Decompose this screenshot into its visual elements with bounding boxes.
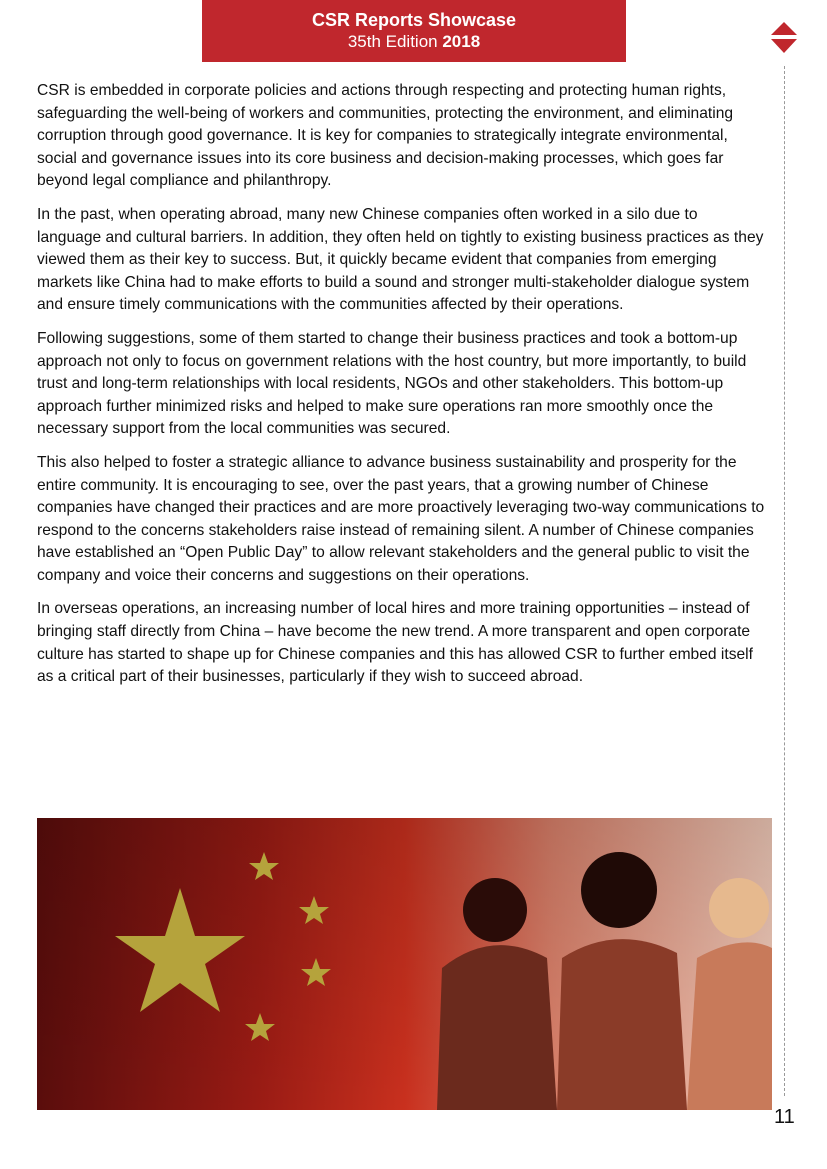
- header-edition: [202, 31, 626, 53]
- edition-year: 2018: [442, 32, 481, 51]
- paragraph: CSR is embedded in corporate policies and actions through respecting and protecting human rights, safeguarding the well-being of workers and communities, protecting the environment, and eliminating corruption through good governance. It is key for companies to strategically integrate environmental, social and governance issues into its core business and decision-making processes, which goes far beyond legal compliance and philanthropy.: [37, 82, 734, 190]
- china-flag-people-photo: [37, 818, 772, 1110]
- page-nav-arrows-icon[interactable]: [771, 22, 797, 54]
- dashed-divider: [784, 66, 785, 1096]
- edition-label: 35th Edition: [347, 32, 438, 51]
- paragraph: In the past, when operating abroad, many new Chinese companies often worked in a silo due to language and cultural barriers. In addition, they often held on tightly to existing business practices as they viewed them as their key to success. But, it quickly became evident that companies from emerging markets like China had to make efforts to build a sound and stronger multi-stakeholder dialogue system and ensure timely communications with the communities affected by their operations.: [37, 205, 764, 314]
- paragraph: Following suggestions, some of them started to change their business practices and took a bottom-up approach not only to focus on government relations with the host country, but more importantly, to build trust and long-term relationships with local residents, NGOs and other stakeholders. This bottom-up approach further minimized risks and helped to make sure operations ran more smoothly once the necessary support from the local communities was secured.: [37, 329, 747, 438]
- header-banner: [202, 0, 626, 62]
- people-silhouettes: [437, 852, 772, 1110]
- paragraph: This also helped to foster a strategic alliance to advance business sustainability and prosperity for the entire community. It is encouraging to see, over the past years, that a growing number of Chinese companies have changed their practices and are more proactively leveraging two-way communications to respond to the concerns stakeholders raise instead of remaining silent. A number of Chinese companies have established an “Open Public Day” to allow relevant stakeholders and the general public to visit the company and voice their concerns and suggestions on their operations.: [37, 453, 765, 584]
- page-number: 11: [774, 1106, 795, 1128]
- paragraph: In overseas operations, an increasing number of local hires and more training opportunities – instead of bringing staff directly from China – have become the new trend. A more transparent and open corporate culture has started to shape up for Chinese companies and this has allowed CSR to further embed itself as a critical part of their businesses, particularly if they wish to succeed abroad.: [37, 600, 753, 686]
- header-title: CSR Reports Showcase: [311, 10, 517, 30]
- article-body: [37, 80, 765, 700]
